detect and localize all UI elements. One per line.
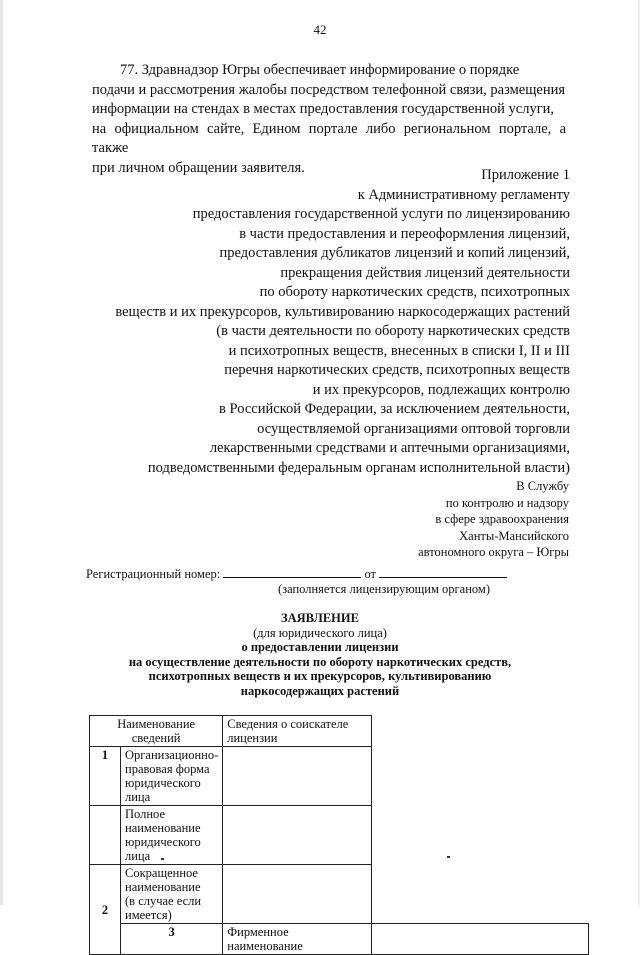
paragraph-77-line: при личном обращении заявителя.: [92, 159, 305, 176]
header-info-cell: Сведения о соискателе лицензии: [223, 716, 372, 747]
table-row: [90, 924, 589, 955]
row-value-cell[interactable]: [223, 806, 372, 865]
paragraph-77-line: подачи и рассмотрения жалобы посредством телефонной связи, размещения: [92, 81, 566, 98]
paragraph-77: [92, 61, 566, 178]
row-number: 1: [90, 747, 121, 806]
row-number: 2: [90, 865, 121, 955]
paragraph-77-line: 77. Здравнадзор Югры обеспечивает информирование о порядке: [120, 62, 520, 78]
appendix-line: подведомственными федеральным органам исполнительной власти): [147, 459, 570, 476]
row-label-line: Сокращенное наименование: [125, 866, 201, 894]
registration-from-label: от: [364, 567, 377, 581]
registration-label: Регистрационный номер:: [86, 567, 221, 581]
appendix-line: в части предоставления и переоформления лицензий,: [239, 225, 570, 242]
row-label-line: (в случае если имеется): [125, 894, 202, 922]
row-label: Фирменное наименование: [223, 924, 372, 955]
appendix-line: и психотропных веществ, внесенных в списки I, II и III: [228, 342, 570, 359]
appendix-header: [70, 166, 570, 478]
appendix-line: перечня наркотических средств, психотропных веществ: [224, 362, 570, 378]
addressee-line: в сфере здравоохранения: [435, 512, 569, 526]
appendix-line: по обороту наркотических средств, психотропных: [259, 284, 570, 300]
appendix-line: веществ и их прекурсоров, культивированию наркосодержащих растений: [115, 303, 570, 320]
row-label: [121, 865, 223, 924]
page-number: 42: [313, 22, 327, 37]
application-heading-line: психотропных веществ и их прекурсоров, культивированию: [148, 669, 492, 683]
row-number: 3: [121, 924, 223, 955]
application-title-block: [0, 611, 640, 698]
appendix-line: в Российской Федерации, за исключением деятельности,: [219, 401, 570, 417]
appendix-line: (в части деятельности по обороту наркотических средств: [216, 323, 570, 339]
application-heading-line: наркосодержащих растений: [240, 683, 400, 698]
application-subtitle: (для юридического лица): [253, 625, 387, 640]
appendix-title: Приложение 1: [481, 167, 570, 183]
appendix-line: осуществляемой организациями оптовой торговли: [257, 420, 570, 437]
table-header-row: [90, 716, 589, 747]
paragraph-77-line: информации на стендах в местах предоставления государственной услуги,: [92, 101, 555, 117]
row-value-cell[interactable]: [372, 924, 589, 955]
application-heading-line: о предоставлении лицензии: [241, 640, 399, 654]
appendix-line: и их прекурсоров, подлежащих контролю: [312, 381, 570, 398]
scan-speck: [161, 858, 164, 860]
addressee-line: по контролю и надзору: [445, 495, 569, 510]
appendix-line: к Административному регламенту: [357, 186, 570, 203]
application-title: ЗАЯВЛЕНИЕ: [281, 611, 359, 625]
row-value-cell[interactable]: [223, 865, 372, 924]
addressee-line: Ханты-Мансийского: [459, 528, 569, 543]
registration-note: (заполняется лицензирующим органом): [278, 582, 490, 596]
row-value-cell[interactable]: [223, 747, 372, 806]
table-row: [90, 747, 589, 806]
registration-row: [86, 565, 507, 582]
registration-number-field[interactable]: [223, 565, 361, 578]
row-label: Организационно-правовая форма юридического лица: [121, 747, 223, 806]
row-number: [90, 806, 121, 865]
row-label: Полное наименование юридического лица: [121, 806, 223, 865]
addressee-line: В Службу: [516, 479, 569, 493]
scan-edge-left: [0, 0, 3, 905]
applicant-info-table: [89, 715, 589, 955]
header-name-cell: Наименование сведений: [90, 716, 223, 747]
appendix-line: предоставления дубликатов лицензий и копий лицензий,: [219, 245, 570, 261]
scan-speck: [447, 856, 450, 858]
paragraph-77-line: на официальном сайте, Едином портале либо региональном портале, а также: [92, 120, 566, 156]
registration-date-field[interactable]: [379, 565, 507, 578]
table-row: [90, 865, 589, 924]
application-heading-line: на осуществление деятельности по обороту наркотических средств,: [128, 654, 512, 669]
table-row: [90, 806, 589, 865]
addressee-block: [418, 478, 569, 561]
appendix-line: лекарственными средствами и аптечными организациями,: [209, 440, 570, 456]
appendix-line: предоставления государственной услуги по лицензированию: [192, 206, 570, 222]
appendix-line: прекращения действия лицензий деятельности: [280, 264, 570, 281]
addressee-line: автономного округа – Югры: [418, 545, 569, 559]
